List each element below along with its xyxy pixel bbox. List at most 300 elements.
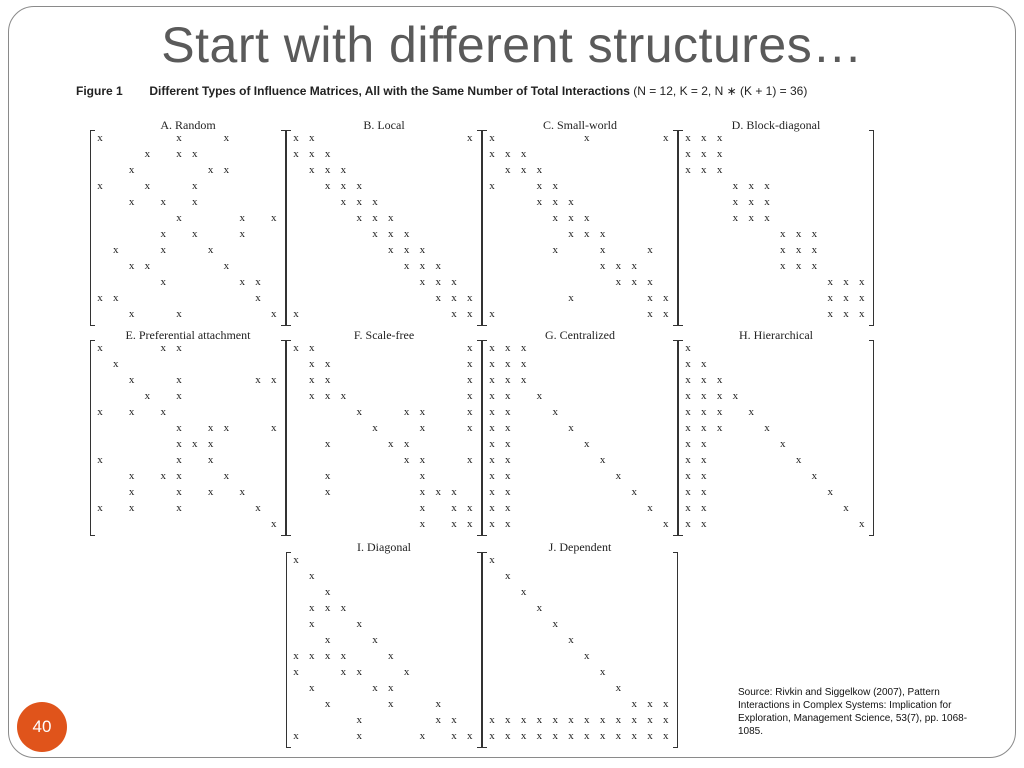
matrix-cell: x bbox=[271, 518, 277, 530]
matrix-cell: x bbox=[128, 406, 135, 418]
matrix-cell: x bbox=[435, 292, 441, 304]
matrix-cell: x bbox=[309, 164, 315, 176]
matrix-cell: x bbox=[685, 164, 691, 176]
matrix-cell: x bbox=[467, 390, 473, 402]
matrix-cell: x bbox=[732, 390, 739, 402]
matrix-cell: x bbox=[663, 132, 669, 144]
matrix-cell: x bbox=[701, 486, 707, 498]
matrix-cell: x bbox=[615, 714, 622, 726]
matrix-cell: x bbox=[520, 374, 527, 386]
matrix-cell: x bbox=[271, 422, 277, 434]
matrix-cell: x bbox=[795, 228, 802, 240]
matrix-cell: x bbox=[505, 148, 511, 160]
matrix-cell: x bbox=[505, 730, 511, 742]
matrix-cell: x bbox=[489, 486, 495, 498]
matrix-cell: x bbox=[716, 132, 723, 144]
matrix-cell: x bbox=[192, 228, 198, 240]
matrix-cell: x bbox=[701, 390, 707, 402]
matrix-cell: x bbox=[192, 438, 198, 450]
matrix-cell: x bbox=[685, 470, 691, 482]
matrix-cell: x bbox=[435, 698, 441, 710]
matrix-cell: x bbox=[372, 682, 378, 694]
matrix-cell: x bbox=[631, 276, 637, 288]
matrix-cell: x bbox=[536, 164, 543, 176]
matrix-cell: x bbox=[780, 260, 786, 272]
matrix-cell: x bbox=[685, 518, 691, 530]
matrix-cell: x bbox=[615, 276, 622, 288]
matrix-cell: x bbox=[716, 148, 723, 160]
matrix-cell: x bbox=[599, 730, 606, 742]
matrix-cell: x bbox=[584, 212, 590, 224]
matrix-cell: x bbox=[505, 422, 511, 434]
matrix-cell: x bbox=[489, 148, 495, 160]
matrix-cell: x bbox=[505, 342, 511, 354]
matrix-cell: x bbox=[356, 196, 362, 208]
matrix-cell: x bbox=[568, 730, 574, 742]
matrix-cell: x bbox=[451, 518, 457, 530]
matrix-cell: x bbox=[685, 486, 691, 498]
matrix-cell: x bbox=[309, 618, 315, 630]
matrix-cell: x bbox=[356, 618, 362, 630]
matrix-cell: x bbox=[685, 342, 691, 354]
matrix-cell: x bbox=[176, 422, 182, 434]
influence-matrix bbox=[90, 340, 286, 536]
matrix-cell: x bbox=[356, 730, 362, 742]
matrix-cell: x bbox=[631, 730, 637, 742]
matrix-cell: x bbox=[489, 374, 495, 386]
matrix-cell: x bbox=[505, 714, 511, 726]
influence-matrix bbox=[482, 130, 678, 326]
matrix-cell: x bbox=[505, 454, 511, 466]
matrix-cell: x bbox=[631, 714, 637, 726]
matrix-cell: x bbox=[505, 570, 511, 582]
matrix-cell: x bbox=[701, 518, 707, 530]
influence-matrix bbox=[482, 552, 678, 748]
matrix-cell: x bbox=[615, 260, 622, 272]
matrix-cell: x bbox=[207, 244, 214, 256]
matrix-cell: x bbox=[489, 554, 495, 566]
matrix-cell: x bbox=[489, 518, 495, 530]
matrix-cell: x bbox=[764, 196, 770, 208]
matrix-cell: x bbox=[827, 276, 833, 288]
matrix-cell: x bbox=[340, 650, 347, 662]
matrix-cell: x bbox=[192, 196, 198, 208]
matrix-cell: x bbox=[388, 212, 394, 224]
matrix-cell: x bbox=[701, 164, 707, 176]
matrix-cell: x bbox=[356, 666, 362, 678]
matrix-cell: x bbox=[372, 196, 378, 208]
matrix-cell: x bbox=[451, 292, 457, 304]
matrix-cell: x bbox=[293, 666, 299, 678]
matrix-cell: x bbox=[451, 502, 457, 514]
panel-title: H. Hierarchical bbox=[739, 328, 813, 342]
matrix-cell: x bbox=[207, 486, 214, 498]
matrix-cell: x bbox=[859, 308, 865, 320]
matrix-cell: x bbox=[552, 244, 558, 256]
matrix-cell: x bbox=[309, 148, 315, 160]
matrix-cell: x bbox=[701, 358, 707, 370]
influence-matrix bbox=[482, 340, 678, 536]
matrix-cell: x bbox=[309, 570, 315, 582]
matrix-cell: x bbox=[685, 438, 691, 450]
matrix-cell: x bbox=[843, 308, 849, 320]
matrix-cell: x bbox=[631, 698, 637, 710]
matrix-cell: x bbox=[685, 406, 691, 418]
matrix-right-bracket bbox=[673, 552, 678, 748]
matrix-cell: x bbox=[403, 406, 410, 418]
panel-title: A. Random bbox=[160, 118, 216, 132]
matrix-cell: x bbox=[340, 180, 347, 192]
matrix-cell: x bbox=[293, 148, 299, 160]
matrix-cell: x bbox=[701, 132, 707, 144]
matrix-cell: x bbox=[451, 486, 457, 498]
matrix-cell: x bbox=[489, 502, 495, 514]
matrix-cell: x bbox=[663, 292, 669, 304]
matrix-cell: x bbox=[403, 666, 410, 678]
matrix-cell: x bbox=[685, 422, 691, 434]
matrix-cell: x bbox=[324, 698, 331, 710]
matrix-cell: x bbox=[552, 618, 558, 630]
matrix-cell: x bbox=[419, 260, 426, 272]
matrix-cell: x bbox=[176, 374, 182, 386]
matrix-cell: x bbox=[97, 180, 103, 192]
matrix-cell: x bbox=[615, 682, 622, 694]
matrix-cell: x bbox=[505, 374, 511, 386]
matrix-cell: x bbox=[552, 714, 558, 726]
matrix-cell: x bbox=[584, 650, 590, 662]
matrix-cell: x bbox=[419, 276, 426, 288]
matrix-cell: x bbox=[255, 292, 261, 304]
matrix-cell: x bbox=[716, 374, 723, 386]
matrix-cell: x bbox=[505, 358, 511, 370]
matrix-cell: x bbox=[685, 132, 691, 144]
matrix-cell: x bbox=[599, 228, 606, 240]
matrix-cell: x bbox=[324, 438, 331, 450]
matrix-cell: x bbox=[520, 148, 527, 160]
matrix-cell: x bbox=[552, 196, 558, 208]
matrix-cell: x bbox=[631, 260, 637, 272]
matrix-cell: x bbox=[223, 422, 230, 434]
matrix-cell: x bbox=[144, 180, 151, 192]
matrix-cell: x bbox=[223, 470, 230, 482]
matrix-cell: x bbox=[160, 342, 166, 354]
matrix-cell: x bbox=[255, 374, 261, 386]
matrix-cell: x bbox=[599, 454, 606, 466]
matrix-cell: x bbox=[489, 358, 495, 370]
matrix-cell: x bbox=[505, 486, 511, 498]
matrix-cell: x bbox=[176, 308, 182, 320]
matrix-cell: x bbox=[435, 276, 441, 288]
panel-title: C. Small-world bbox=[543, 118, 617, 132]
figure-label: Figure 1 bbox=[76, 84, 123, 98]
matrix-cell: x bbox=[647, 244, 653, 256]
matrix-cell: x bbox=[467, 454, 473, 466]
matrix-cell: x bbox=[324, 602, 331, 614]
matrix-cell: x bbox=[356, 406, 362, 418]
matrix-cell: x bbox=[160, 196, 166, 208]
matrix-cell: x bbox=[340, 196, 347, 208]
matrix-cell: x bbox=[647, 502, 653, 514]
matrix-cell: x bbox=[584, 438, 590, 450]
matrix-cell: x bbox=[552, 406, 558, 418]
matrix-left-bracket bbox=[286, 340, 291, 536]
matrix-cell: x bbox=[568, 634, 574, 646]
matrix-cell: x bbox=[467, 422, 473, 434]
matrix-cell: x bbox=[192, 180, 198, 192]
matrix-cell: x bbox=[160, 470, 166, 482]
matrix-cell: x bbox=[647, 308, 653, 320]
matrix-cell: x bbox=[176, 132, 182, 144]
matrix-cell: x bbox=[489, 406, 495, 418]
matrix-cell: x bbox=[451, 276, 457, 288]
matrix-cell: x bbox=[293, 132, 299, 144]
matrix-cell: x bbox=[356, 212, 362, 224]
matrix-cell: x bbox=[255, 502, 261, 514]
influence-matrix bbox=[286, 552, 482, 748]
matrix-cell: x bbox=[568, 422, 574, 434]
matrix-cell: x bbox=[615, 730, 622, 742]
matrix-cell: x bbox=[843, 276, 849, 288]
matrix-cell: x bbox=[780, 438, 786, 450]
matrix-cell: x bbox=[207, 164, 214, 176]
matrix-cell: x bbox=[144, 260, 151, 272]
matrix-cell: x bbox=[324, 586, 331, 598]
matrix-cell: x bbox=[505, 438, 511, 450]
matrix-cell: x bbox=[309, 650, 315, 662]
matrix-cell: x bbox=[467, 292, 473, 304]
matrix-cell: x bbox=[160, 244, 166, 256]
matrix-cell: x bbox=[859, 292, 865, 304]
matrix-cell: x bbox=[176, 148, 182, 160]
matrix-cell: x bbox=[599, 714, 606, 726]
matrix-cell: x bbox=[340, 666, 347, 678]
matrix-cell: x bbox=[701, 148, 707, 160]
matrix-cell: x bbox=[599, 244, 606, 256]
matrix-cell: x bbox=[685, 374, 691, 386]
matrix-cell: x bbox=[647, 698, 653, 710]
matrix-cell: x bbox=[97, 342, 103, 354]
matrix-cell: x bbox=[128, 374, 135, 386]
matrix-cell: x bbox=[647, 292, 653, 304]
matrix-cell: x bbox=[536, 730, 543, 742]
matrix-cell: x bbox=[388, 698, 394, 710]
matrix-cell: x bbox=[663, 308, 669, 320]
panel-title: B. Local bbox=[363, 118, 405, 132]
matrix-cell: x bbox=[451, 308, 457, 320]
matrix-cell: x bbox=[489, 342, 495, 354]
matrix-cell: x bbox=[663, 730, 669, 742]
matrix-cell: x bbox=[113, 292, 119, 304]
matrix-cell: x bbox=[568, 212, 574, 224]
matrix-cell: x bbox=[128, 260, 135, 272]
matrix-cell: x bbox=[309, 390, 315, 402]
matrix-cell: x bbox=[340, 164, 347, 176]
matrix-cell: x bbox=[467, 730, 473, 742]
matrix-cell: x bbox=[340, 390, 347, 402]
matrix-cell: x bbox=[113, 244, 119, 256]
matrix-cell: x bbox=[536, 602, 543, 614]
matrix-cell: x bbox=[685, 148, 691, 160]
matrix-cell: x bbox=[827, 292, 833, 304]
matrix-cell: x bbox=[552, 212, 558, 224]
matrix-cell: x bbox=[403, 260, 410, 272]
matrix-cell: x bbox=[505, 164, 511, 176]
matrix-cell: x bbox=[388, 244, 394, 256]
matrix-cell: x bbox=[309, 602, 315, 614]
matrix-cell: x bbox=[239, 228, 245, 240]
matrix-cell: x bbox=[324, 148, 331, 160]
matrix-cell: x bbox=[505, 390, 511, 402]
matrix-cell: x bbox=[128, 308, 135, 320]
matrix-cell: x bbox=[568, 714, 574, 726]
matrix-cell: x bbox=[520, 730, 527, 742]
influence-matrix bbox=[286, 130, 482, 326]
matrix-cell: x bbox=[160, 406, 166, 418]
matrix-cell: x bbox=[536, 714, 543, 726]
matrix-cell: x bbox=[489, 132, 495, 144]
matrix-cell: x bbox=[584, 730, 590, 742]
matrix-cell: x bbox=[716, 164, 723, 176]
matrix-cell: x bbox=[419, 502, 426, 514]
matrix-cell: x bbox=[128, 470, 135, 482]
matrix-cell: x bbox=[467, 308, 473, 320]
matrix-cell: x bbox=[520, 164, 527, 176]
matrix-cell: x bbox=[324, 470, 331, 482]
matrix-cell: x bbox=[192, 148, 198, 160]
matrix-cell: x bbox=[324, 650, 331, 662]
matrix-cell: x bbox=[536, 390, 543, 402]
matrix-cell: x bbox=[97, 454, 103, 466]
matrix-cell: x bbox=[419, 454, 426, 466]
matrix-cell: x bbox=[536, 196, 543, 208]
matrix-cell: x bbox=[144, 390, 151, 402]
matrix-cell: x bbox=[505, 518, 511, 530]
matrix-cell: x bbox=[685, 502, 691, 514]
matrix-cell: x bbox=[685, 454, 691, 466]
matrix-cell: x bbox=[372, 212, 378, 224]
matrix-cell: x bbox=[207, 454, 214, 466]
matrix-cell: x bbox=[748, 212, 754, 224]
matrix-cell: x bbox=[764, 180, 770, 192]
matrix-cell: x bbox=[764, 422, 770, 434]
matrix-cell: x bbox=[489, 730, 495, 742]
influence-matrix bbox=[678, 130, 874, 326]
panel-title: F. Scale-free bbox=[353, 328, 415, 342]
matrix-cell: x bbox=[128, 502, 135, 514]
matrix-cell: x bbox=[324, 486, 331, 498]
panel-title: J. Dependent bbox=[548, 540, 612, 554]
matrix-cell: x bbox=[505, 406, 511, 418]
matrix-cell: x bbox=[811, 470, 818, 482]
matrix-cell: x bbox=[716, 390, 723, 402]
matrix-cell: x bbox=[293, 650, 299, 662]
matrix-cell: x bbox=[419, 486, 426, 498]
matrix-cell: x bbox=[520, 342, 527, 354]
matrix-cell: x bbox=[223, 260, 230, 272]
matrix-cell: x bbox=[372, 228, 378, 240]
matrix-cell: x bbox=[489, 180, 495, 192]
matrix-cell: x bbox=[309, 358, 315, 370]
matrix-cell: x bbox=[144, 148, 151, 160]
matrix-cell: x bbox=[388, 228, 394, 240]
matrix-cell: x bbox=[207, 438, 214, 450]
matrix-cell: x bbox=[685, 358, 691, 370]
matrix-cell: x bbox=[97, 406, 103, 418]
matrix-cell: x bbox=[584, 132, 590, 144]
matrix-cell: x bbox=[701, 502, 707, 514]
matrix-cell: x bbox=[811, 244, 818, 256]
matrix-right-bracket bbox=[869, 130, 874, 326]
matrix-cell: x bbox=[419, 730, 426, 742]
figure-caption-text: Different Types of Influence Matrices, All with the Same Number of Total Interactions bbox=[149, 84, 630, 98]
figure-params: (N = 12, K = 2, N ∗ (K + 1) = 36) bbox=[633, 84, 808, 98]
matrix-cell: x bbox=[467, 406, 473, 418]
matrix-cell: x bbox=[467, 502, 473, 514]
matrix-cell: x bbox=[647, 276, 653, 288]
matrix-cell: x bbox=[176, 438, 182, 450]
matrix-cell: x bbox=[97, 292, 103, 304]
matrix-cell: x bbox=[859, 276, 865, 288]
matrix-cell: x bbox=[160, 276, 166, 288]
matrix-cell: x bbox=[701, 374, 707, 386]
matrix-cell: x bbox=[467, 518, 473, 530]
matrix-cell: x bbox=[293, 308, 299, 320]
matrix-cell: x bbox=[176, 390, 182, 402]
matrix-cell: x bbox=[176, 470, 182, 482]
matrix-cell: x bbox=[372, 634, 378, 646]
matrix-cell: x bbox=[568, 228, 574, 240]
matrix-cell: x bbox=[811, 260, 818, 272]
matrix-cell: x bbox=[827, 486, 833, 498]
matrix-cell: x bbox=[324, 374, 331, 386]
matrix-cell: x bbox=[599, 666, 606, 678]
panel-title: D. Block-diagonal bbox=[731, 118, 821, 132]
matrix-cell: x bbox=[764, 212, 770, 224]
matrix-cell: x bbox=[489, 422, 495, 434]
matrix-cell: x bbox=[388, 650, 394, 662]
matrix-cell: x bbox=[663, 518, 669, 530]
matrix-cell: x bbox=[176, 502, 182, 514]
matrix-cell: x bbox=[748, 180, 754, 192]
matrix-cell: x bbox=[223, 132, 230, 144]
matrix-cell: x bbox=[293, 730, 299, 742]
matrix-cell: x bbox=[489, 714, 495, 726]
matrix-cell: x bbox=[419, 406, 426, 418]
matrix-cell: x bbox=[568, 196, 574, 208]
matrix-right-bracket bbox=[869, 340, 874, 536]
matrix-cell: x bbox=[505, 470, 511, 482]
panel-title: E. Preferential attachment bbox=[125, 328, 251, 342]
matrix-cell: x bbox=[435, 260, 441, 272]
matrix-cell: x bbox=[685, 390, 691, 402]
matrix-cell: x bbox=[435, 486, 441, 498]
matrix-cell: x bbox=[843, 292, 849, 304]
matrix-cell: x bbox=[748, 196, 754, 208]
matrix-cell: x bbox=[239, 486, 245, 498]
matrix-cell: x bbox=[732, 196, 739, 208]
matrix-cell: x bbox=[309, 132, 315, 144]
matrix-cell: x bbox=[520, 714, 527, 726]
matrix-cell: x bbox=[552, 730, 558, 742]
matrix-cell: x bbox=[324, 390, 331, 402]
matrix-cell: x bbox=[701, 422, 707, 434]
matrix-cell: x bbox=[223, 164, 230, 176]
matrix-cell: x bbox=[701, 454, 707, 466]
matrix-cell: x bbox=[293, 342, 299, 354]
matrix-cell: x bbox=[160, 228, 166, 240]
matrix-cell: x bbox=[647, 730, 653, 742]
matrix-cell: x bbox=[716, 406, 723, 418]
